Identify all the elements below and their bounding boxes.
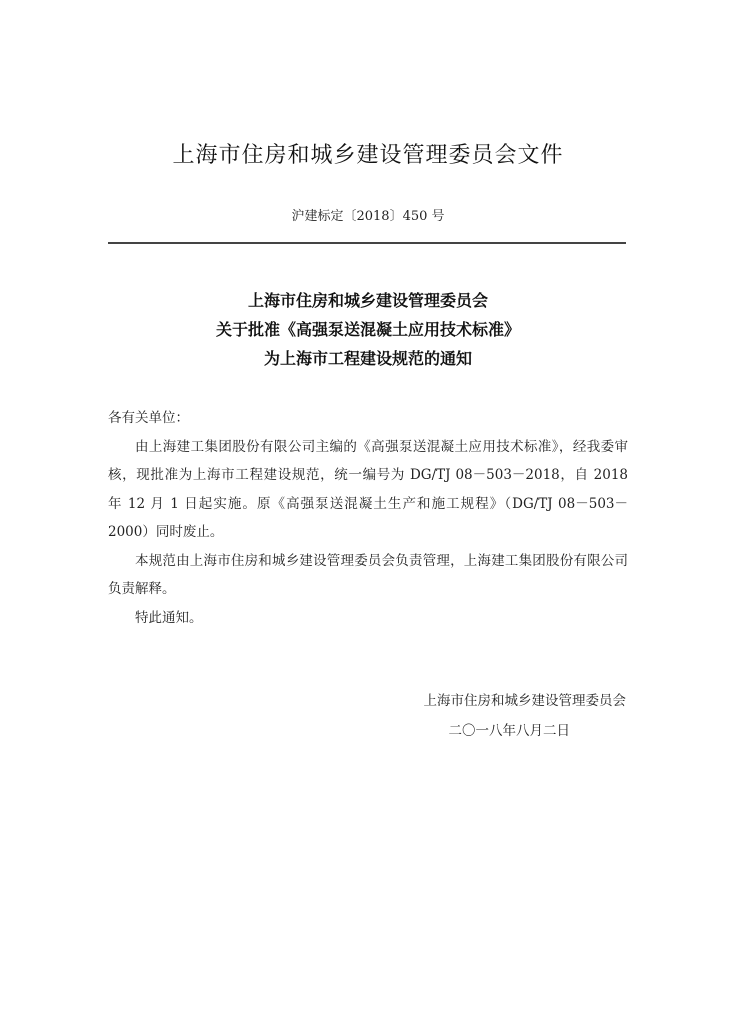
notice-body xyxy=(108,404,628,632)
salutation: 各有关单位： xyxy=(108,410,189,426)
body-paragraph: 特此通知。 xyxy=(135,609,203,626)
document-number: 沪建标定〔2018〕450 号 xyxy=(291,209,445,224)
body-paragraph: 由上海建工集团股份有限公司主编的《高强泵送混凝土应用技术标准》，经我委审核，现批准为上海市工程建设规范，统一编号为 DG/TJ 08－503－2018，自 2018 年 12 月 1 日起实施。原《高强泵送混凝土生产和施工规程》（DG/TJ 08－503－2000）同时废止。 xyxy=(108,438,628,540)
header-divider xyxy=(108,242,626,244)
signature-block xyxy=(424,686,627,746)
notice-title-line: 为上海市工程建设规范的通知 xyxy=(263,349,472,368)
notice-title xyxy=(0,286,736,373)
signature-date: 二〇一八年八月二日 xyxy=(448,723,570,739)
notice-title-line: 关于批准《高强泵送混凝土应用技术标准》 xyxy=(215,320,520,339)
signature-issuer: 上海市住房和城乡建设管理委员会 xyxy=(423,693,626,709)
notice-title-line: 上海市住房和城乡建设管理委员会 xyxy=(247,291,488,310)
body-paragraph: 本规范由上海市住房和城乡建设管理委员会负责管理，上海建工集团股份有限公司负责解释。 xyxy=(108,552,628,597)
document-header-title: 上海市住房和城乡建设管理委员会文件 xyxy=(172,143,564,168)
